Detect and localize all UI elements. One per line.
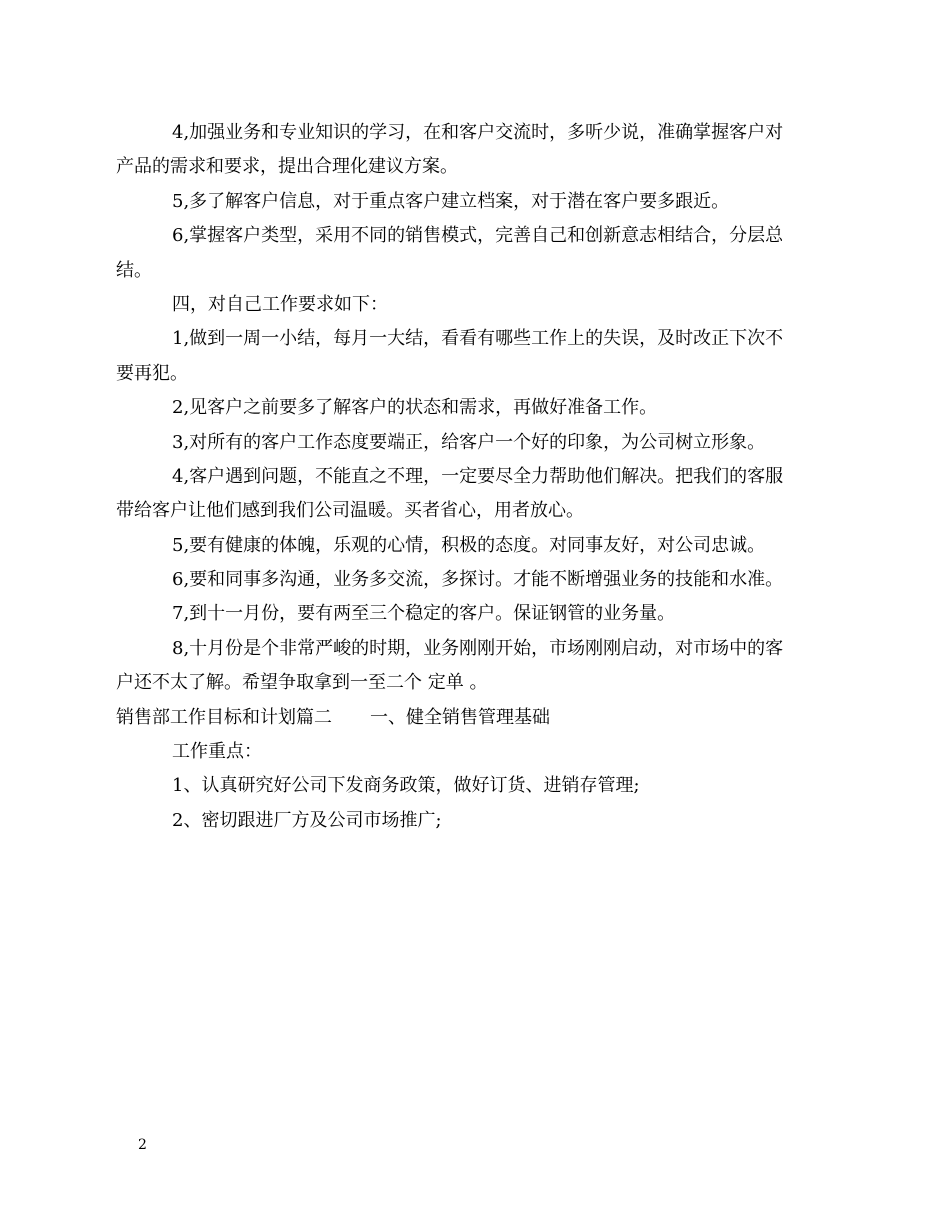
- paragraph-line: 3,对所有的客户工作态度要端正，给客户一个好的印象，为公司树立形象。: [172, 431, 766, 453]
- paragraph-line: 4,加强业务和专业知识的学习，在和客户交流时，多听少说，准确掌握客户对: [172, 122, 784, 143]
- paragraph-line: 4,客户遇到问题，不能直之不理，一定要尽全力帮助他们解决。把我们的客服: [172, 465, 784, 487]
- paragraph-line: 结。: [116, 259, 152, 281]
- paragraph-line: 5,要有健康的体魄，乐观的心情，积极的态度。对同事友好，对公司忠诚。: [172, 534, 766, 556]
- work-focus-label: 工作重点：: [172, 741, 262, 763]
- work-focus-item: 1、认真研究好公司下发商务政策，做好订货、进销存管理;: [172, 775, 640, 797]
- paragraph-line: 5,多了解客户信息，对于重点客户建立档案，对于潜在客户要多跟近。: [172, 190, 730, 212]
- paragraph-line: 1,做到一周一小结，每月一大结，看看有哪些工作上的失误，及时改正下次不: [172, 328, 784, 350]
- paragraph-line: 6,要和同事多沟通，业务多交流，多探讨。才能不断增强业务的技能和水准。: [172, 569, 784, 591]
- work-focus-item: 2、密切跟进厂方及公司市场推广;: [172, 809, 442, 831]
- paragraph-line: 四，对自己工作要求如下：: [172, 293, 388, 315]
- paragraph-line: 要再犯。: [116, 362, 188, 384]
- paragraph-line: 2,见客户之前要多了解客户的状态和需求，再做好准备工作。: [172, 397, 658, 419]
- paragraph-line: 6,掌握客户类型，采用不同的销售模式，完善自己和创新意志相结合，分层总: [172, 225, 784, 247]
- paragraph-line: 8,十月份是个非常严峻的时期，业务刚刚开始，市场刚刚启动，对市场中的客: [172, 637, 784, 659]
- section-heading: [116, 701, 812, 735]
- section-subtitle: 一、健全销售管理基础: [370, 706, 550, 728]
- document-body: [116, 116, 812, 838]
- section-title: 销售部工作目标和计划篇二: [116, 706, 332, 728]
- paragraph-line: 7,到十一月份，要有两至三个稳定的客户。保证钢管的业务量。: [172, 603, 676, 625]
- page-number: 2: [138, 1137, 147, 1153]
- paragraph-line: 户还不太了解。希望争取拿到一至二个 定单 。: [116, 672, 488, 694]
- paragraph-line: 产品的需求和要求，提出合理化建议方案。: [116, 156, 458, 178]
- paragraph-line: 带给客户让他们感到我们公司温暖。买者省心，用者放心。: [116, 500, 584, 522]
